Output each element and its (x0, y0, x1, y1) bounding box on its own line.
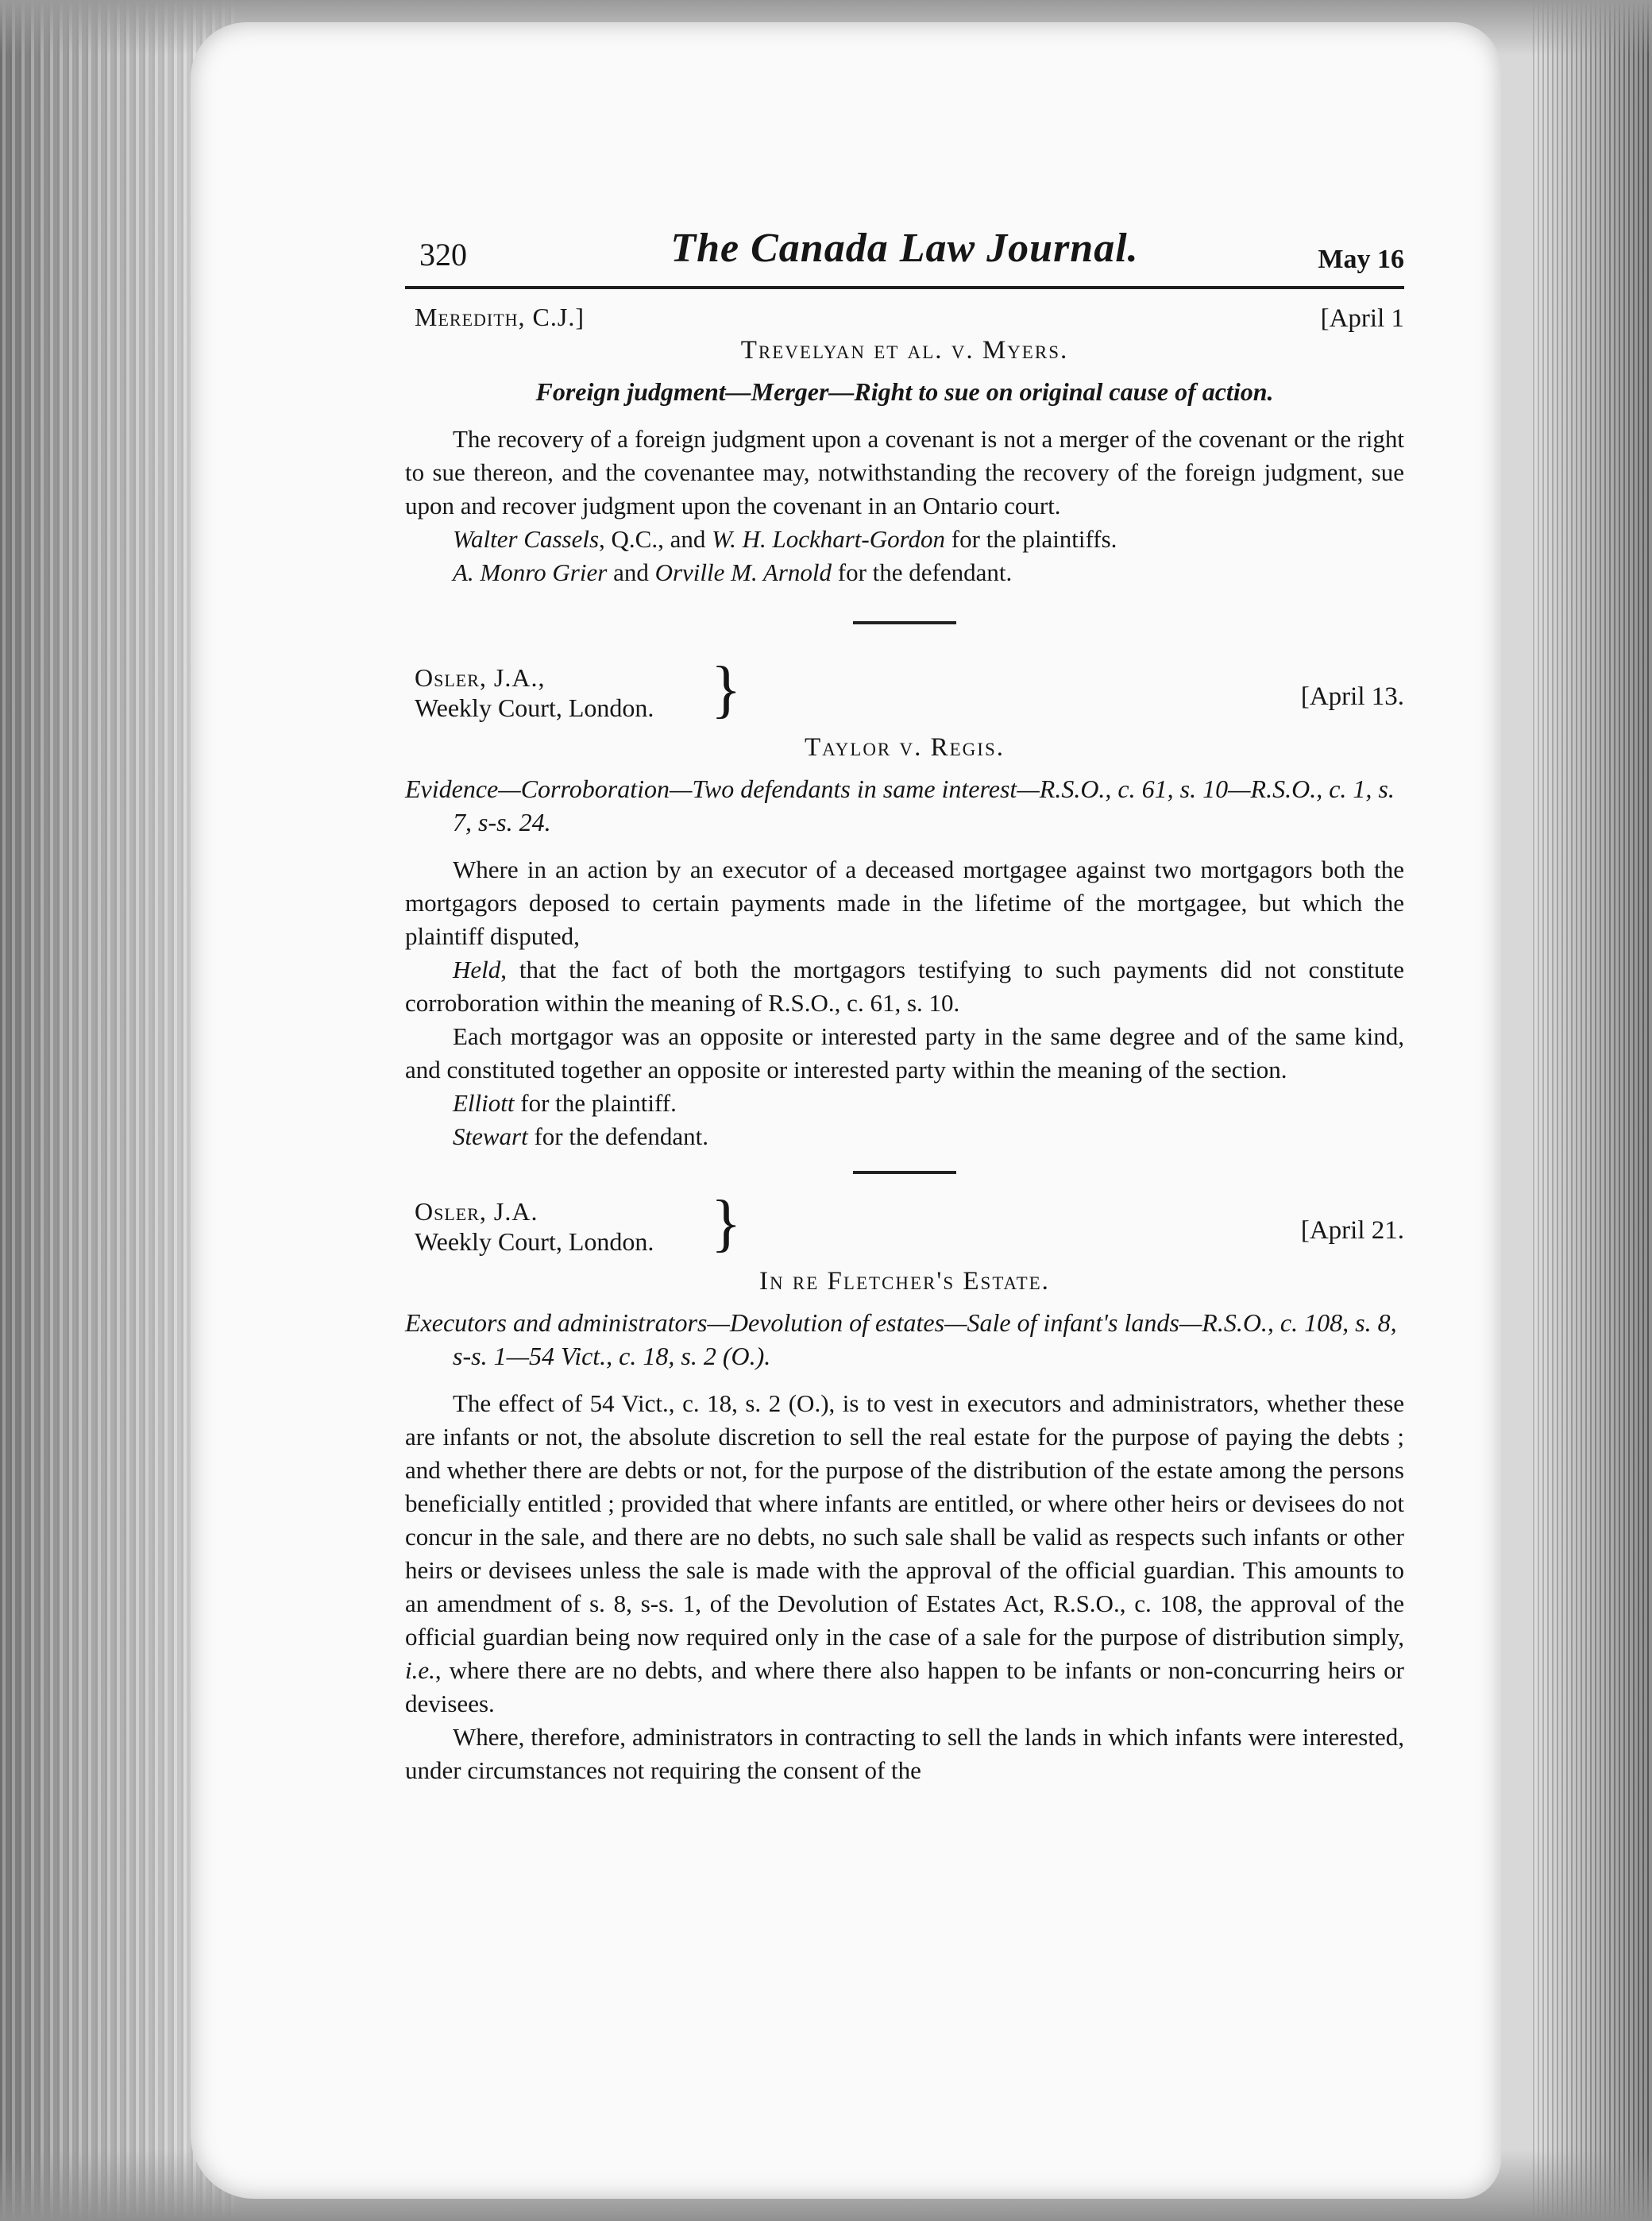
held-text: , that the fact of both the mortgagors testifying to such payments did not constitute corroboration within the meaning of R.S.O., c. 61, s. 10. (405, 956, 1404, 1017)
case-judge-lines (415, 662, 654, 723)
running-head (405, 226, 1404, 289)
counsel-line (405, 1120, 1404, 1153)
case-trevelyan (405, 300, 1404, 589)
counsel-line (405, 1087, 1404, 1120)
counsel-name: A. Monro Grier (453, 558, 608, 586)
case-date: [April 13. (1300, 682, 1404, 711)
case-headnote: Foreign judgment—Merger—Right to sue on original cause of action. (535, 377, 1274, 406)
case-judge-block (405, 655, 1404, 729)
counsel-text: for the defendant. (527, 1122, 708, 1150)
case-title: Taylor v. Regis. (805, 733, 1005, 762)
case-title: Trevelyan et al. v. Myers. (740, 336, 1069, 365)
issue-date: May 16 (1318, 245, 1404, 274)
brace-glyph: } (711, 655, 742, 724)
counsel-line (405, 556, 1404, 589)
case-headnote: Evidence—Corroboration—Two defendants in same interest—R.S.O., c. 61, s. 10—R.S.O., c. 1, s. 7, s-s. 24. (405, 774, 1395, 836)
body-text: The effect of 54 Vict., c. 18, s. 2 (O.), is to vest in executors and administrators, whether these are infants or not, the absolute discretion to sell the real estate for the purpose of paying the debts ; and whether there are debts or not, for the purpose of the distribution of the estate among the persons beneficially entitled ; provided that where infants are entitled, or where other heirs or devisees do not concur in the sale, and there are no debts, no such sale shall be valid as respects such infants or other heirs or devisees unless the sale is made with the approval of the official guardian. This amounts to an amendment of s. 8, s-s. 1, of the Devolution of Estates Act, R.S.O., c. 108, the approval of the official guardian being now required only in the case of a sale for the purpose of distribution simply, (405, 1389, 1404, 1651)
brace-glyph: } (711, 1188, 742, 1258)
page-content (405, 226, 1404, 1787)
counsel-name: Orville M. Arnold (654, 558, 832, 586)
journal-title: The Canada Law Journal. (670, 226, 1139, 271)
case-fletcher (405, 1188, 1404, 1787)
counsel-text: for the plaintiffs. (945, 525, 1117, 553)
counsel-text: , Q.C., and (599, 525, 712, 553)
case-body-paragraph: Where, therefore, administrators in contracting to sell the lands in which infants were interested, under circumstances not requiring the consent of the (405, 1723, 1404, 1784)
held-word: Held (453, 956, 501, 983)
page-number: 320 (419, 237, 467, 272)
case-headnote: Executors and administrators—Devolution of estates—Sale of infant's lands—R.S.O., c. 108, s. 8, s-s. 1—54 Vict., c. 18, s. 2 (O.). (405, 1308, 1397, 1370)
counsel-text: and (607, 558, 655, 586)
scan-edge-right (1533, 0, 1652, 2221)
body-text: , where there are no debts, and where there also happen to be infants or non-concurring heirs or devisees. (405, 1656, 1404, 1717)
case-judge-lines (415, 1196, 654, 1257)
case-judge-block (405, 1188, 1404, 1263)
case-date: [April 21. (1300, 1216, 1404, 1245)
counsel-name: Walter Cassels (453, 525, 600, 553)
case-body-paragraph: Where in an action by an executor of a deceased mortgagee against two mortgagors both the mortgagors deposed to certain payments made in the lifetime of the mortgagee, but which the plaintiff disputed, (405, 856, 1404, 950)
body-ie: i.e. (405, 1656, 435, 1684)
case-body-paragraph (405, 1387, 1404, 1721)
counsel-name: Stewart (453, 1122, 528, 1150)
section-divider (853, 621, 956, 624)
case-taylor (405, 655, 1404, 1153)
case-court: Weekly Court, London. (415, 1227, 654, 1256)
counsel-text: for the plaintiff. (514, 1089, 677, 1117)
case-body-paragraph: Each mortgagor was an opposite or interested party in the same degree and of the same kind, and constituted together an opposite or interested party within the meaning of the section. (405, 1022, 1404, 1083)
case-date: [April 1 (1320, 304, 1404, 333)
case-judge: Meredith, C.J.] (415, 303, 585, 331)
case-title: In re Fletcher's Estate. (759, 1267, 1050, 1296)
case-held-paragraph (405, 953, 1404, 1020)
section-divider (853, 1171, 956, 1174)
counsel-text: for the defendant. (832, 558, 1013, 586)
case-judge: Osler, J.A. (415, 1197, 538, 1226)
case-court: Weekly Court, London. (415, 693, 654, 722)
counsel-name: Elliott (453, 1089, 515, 1117)
counsel-line (405, 523, 1404, 556)
case-judge: Osler, J.A., (415, 663, 546, 692)
counsel-name: W. H. Lockhart-Gordon (712, 525, 946, 553)
case-body-paragraph: The recovery of a foreign judgment upon a covenant is not a merger of the covenant or the right to sue thereon, and the covenantee may, notwithstanding the recovery of the foreign judgment, sue upon and recover judgment upon the covenant in an Ontario court. (405, 425, 1404, 520)
case-judge-row (405, 300, 1404, 332)
